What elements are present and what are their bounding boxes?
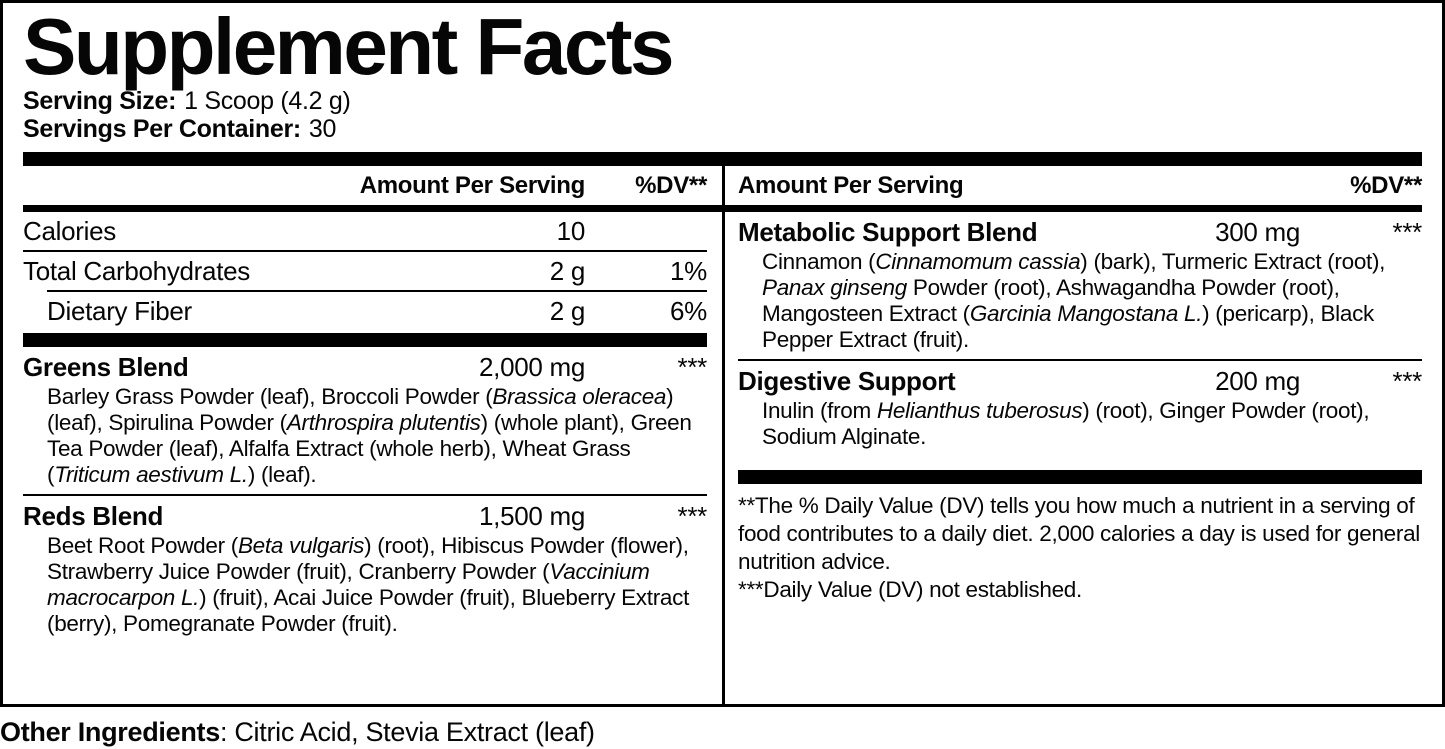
other-ingredients-value: : Citric Acid, Stevia Extract (leaf) — [219, 717, 595, 747]
separator-bar-thick — [23, 333, 707, 347]
blend-name: Metabolic Support Blend — [738, 217, 1038, 247]
blend-row-digestive-support — [738, 361, 1422, 396]
amount-per-serving-header: Amount Per Serving — [359, 172, 585, 199]
percent-dv-header: %DV** — [635, 172, 707, 199]
nutrient-row-total-carbohydrates — [23, 252, 707, 290]
separator-bar-header — [725, 205, 1422, 212]
percent-dv-header: %DV** — [1350, 172, 1422, 199]
serving-size-label: Serving Size: — [23, 87, 177, 115]
left-column-header — [23, 166, 707, 205]
left-column — [23, 166, 722, 704]
blend-dv: *** — [1392, 217, 1422, 247]
nutrient-amount: 2 g — [549, 296, 585, 326]
right-column-header — [738, 166, 1422, 205]
blend-dv: *** — [677, 501, 707, 531]
nutrient-row-dietary-fiber — [23, 292, 707, 330]
blend-amount: 300 mg — [1215, 217, 1300, 247]
serving-size-line — [23, 87, 1422, 115]
servings-per-container-label: Servings Per Container: — [23, 115, 301, 143]
nutrient-name: Total Carbohydrates — [23, 256, 250, 286]
nutrient-name: Dietary Fiber — [47, 296, 192, 326]
blend-dv: *** — [677, 352, 707, 382]
facts-columns — [23, 166, 1422, 704]
separator-bar-top — [23, 152, 1422, 166]
blend-ingredients-greens: Barley Grass Powder (leaf), Broccoli Powder (Brassica oleracea) (leaf), Spirulina Powder (Arthrospira plutentis) (whole plant), Green Tea Powder (leaf), Alfalfa Extract (whole herb), Wheat Grass (Triticum aestivum L.) (leaf). — [47, 384, 692, 487]
separator-bar-header — [23, 205, 722, 212]
blend-amount: 1,500 mg — [478, 501, 585, 531]
footnote-dv-not-established: ***Daily Value (DV) not established. — [738, 577, 1082, 602]
nutrient-dv: 6% — [670, 296, 707, 326]
blend-name: Greens Blend — [23, 352, 189, 382]
blend-name: Digestive Support — [738, 366, 956, 396]
servings-per-container-value: 30 — [308, 115, 337, 143]
blend-row-metabolic-support-blend — [738, 212, 1422, 247]
blend-amount: 2,000 mg — [478, 352, 585, 382]
serving-size-value: 1 Scoop (4.2 g) — [184, 87, 351, 115]
nutrient-row-calories — [23, 212, 707, 250]
blend-amount: 200 mg — [1215, 366, 1300, 396]
amount-per-serving-header: Amount Per Serving — [738, 172, 964, 199]
blend-dv: *** — [1392, 366, 1422, 396]
other-ingredients-line — [0, 707, 1445, 748]
separator-bar-thick — [738, 470, 1422, 484]
blend-ingredients-digestive: Inulin (from Helianthus tuberosus) (root), Ginger Powder (root), Sodium Alginate. — [762, 398, 1370, 449]
blend-row-reds-blend — [23, 496, 707, 531]
servings-per-container-line — [23, 115, 1422, 143]
blend-row-greens-blend — [23, 347, 707, 382]
blend-name: Reds Blend — [23, 501, 164, 531]
footnotes — [738, 484, 1422, 604]
other-ingredients-label: Other Ingredients — [0, 717, 220, 747]
nutrient-name: Calories — [23, 216, 116, 246]
panel-title: Supplement Facts — [23, 2, 673, 91]
footnote-daily-value: **The % Daily Value (DV) tells you how much a nutrient in a serving of food contributes to a daily diet. 2,000 calories a day is used for general nutrition advice. — [738, 493, 1420, 574]
right-column — [725, 166, 1422, 704]
nutrient-dv: 1% — [670, 256, 707, 286]
blend-ingredients-reds: Beet Root Powder (Beta vulgaris) (root), Hibiscus Powder (flower), Strawberry Juice Powder (fruit), Cranberry Powder (Vaccinium macrocarpon L.) (fruit), Acai Juice Powder (fruit), Blueberry Extract (berry), Pomegranate Powder (fruit). — [47, 533, 690, 636]
blend-ingredients-metabolic: Cinnamon (Cinnamomum cassia) (bark), Turmeric Extract (root), Panax ginseng Powder (root), Ashwagandha Powder (root), Mangosteen Extract (Garcinia Mangostana L.) (pericarp), Black Pepper Extract (fruit). — [762, 249, 1386, 352]
nutrient-amount: 2 g — [549, 256, 585, 286]
nutrient-amount: 10 — [556, 216, 585, 246]
